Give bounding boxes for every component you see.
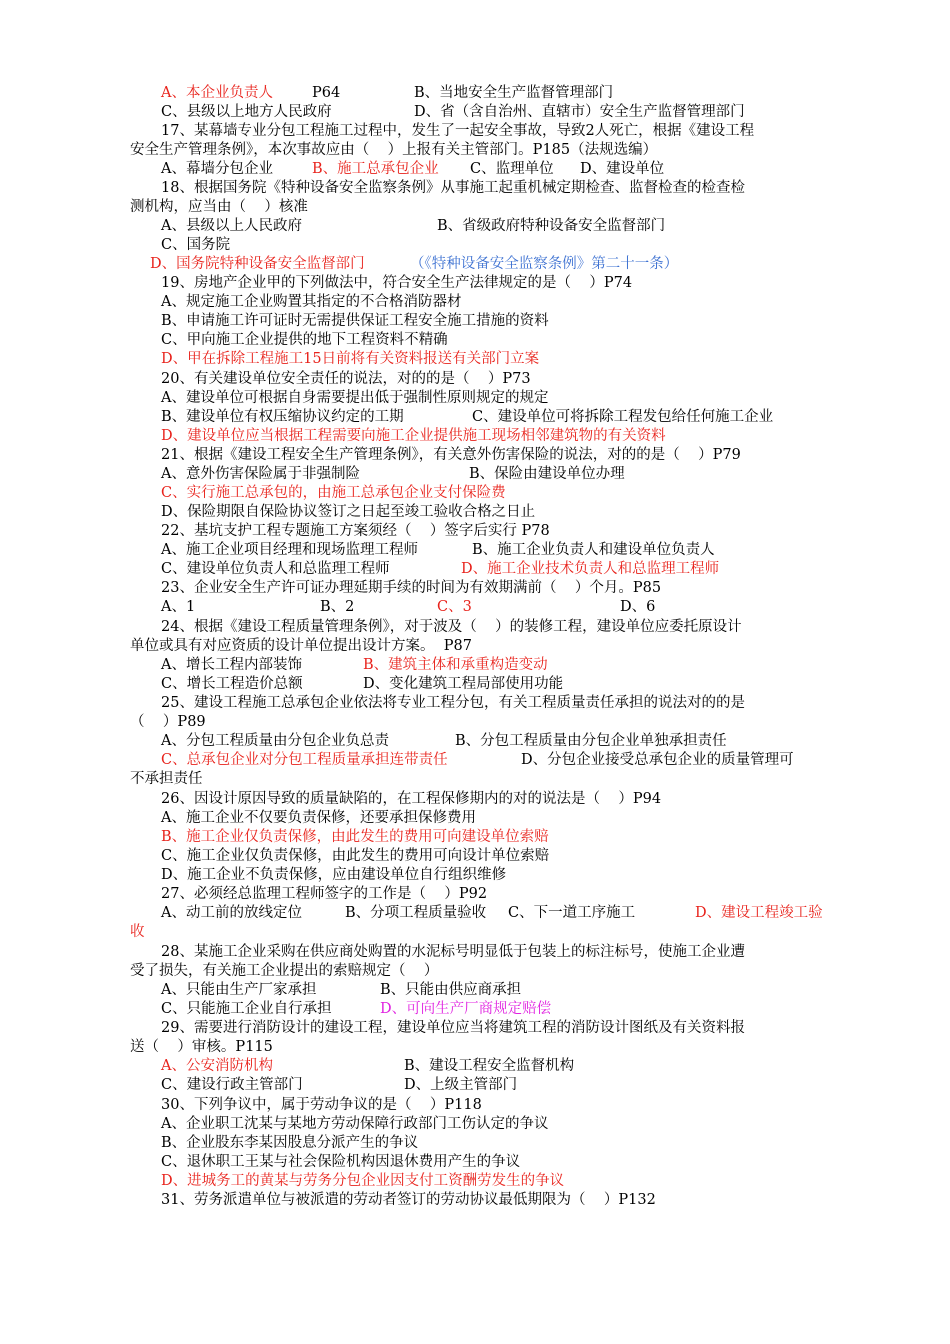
option-c: C、建设单位可将拆除工程发包给任何施工企业 — [472, 409, 774, 425]
question-25: 25、建设工程施工总承包企业依法将专业工程分包，有关工程质量责任承担的说法对的的是 — [161, 695, 745, 711]
option-d: D、6 — [620, 599, 656, 615]
option-a: A、只能由生产厂家承担 — [161, 982, 317, 998]
question-29-cont: 送（ ）审核。P115 — [130, 1039, 273, 1055]
question-29: 29、需要进行消防设计的建设工程，建设单位应当将建筑工程的消防设计图纸及有关资料报 — [161, 1020, 745, 1036]
option-b: B、省级政府特种设备安全监督部门 — [437, 218, 666, 234]
option-c: C、甲向施工企业提供的地下工程资料不精确 — [161, 332, 448, 348]
question-28-cont: 受了损失，有关施工企业提出的索赔规定（ ） — [130, 963, 439, 979]
option-a: A、规定施工企业购置其指定的不合格消防器材 — [161, 294, 462, 310]
option-a: A、增长工程内部装饰 — [161, 657, 302, 673]
option-c: C、国务院 — [161, 237, 231, 253]
option-b: B、申请施工许可证时无需提供保证工程安全施工措施的资料 — [161, 313, 549, 329]
question-18-cont: 测机构，应当由（ ）核准 — [130, 199, 308, 215]
question-19: 19、房地产企业甲的下列做法中，符合安全生产法律规定的是（ ）P74 — [161, 275, 633, 291]
option-d: D、省（含自治州、直辖市）安全生产监督管理部门 — [414, 104, 745, 120]
option-a: A、建设单位可根据自身需要提出低于强制性原则规定的规定 — [161, 390, 549, 406]
option-a: A、幕墙分包企业 — [161, 161, 273, 177]
option-a: A、企业职工沈某与某地方劳动保障行政部门工伤认定的争议 — [161, 1116, 549, 1132]
option-d-answer: D、建设工程竣工验 — [695, 905, 823, 921]
option-a: A、县级以上人民政府 — [161, 218, 302, 234]
option-c-answer: C、3 — [437, 599, 472, 615]
option-d-answer: D、国务院特种设备安全监督部门 — [150, 256, 365, 272]
option-d-answer: D、建设单位应当根据工程需要向施工企业提供施工现场相邻建筑物的有关资料 — [161, 428, 666, 444]
option-a: A、分包工程质量由分包企业负总责 — [161, 733, 389, 749]
option-a-answer: A、本企业负责人 — [161, 85, 273, 101]
option-c-answer: C、总承包企业对分包工程质量承担连带责任 — [161, 752, 448, 768]
question-24: 24、根据《建设工程质量管理条例》，对于波及（ ）的装修工程，建设单位应委托原设计 — [161, 619, 742, 635]
option-a: A、意外伤害保险属于非强制险 — [161, 466, 360, 482]
option-c: C、县级以上地方人民政府 — [161, 104, 332, 120]
page-ref: P64 — [312, 85, 341, 101]
option-b: B、分项工程质量验收 — [345, 905, 487, 921]
option-d: D、施工企业不负责保修，应由建设单位自行组织维修 — [161, 867, 507, 883]
reference-note: （《特种设备安全监察条例》第二十一条） — [410, 256, 679, 272]
question-18: 18、根据国务院《特种设备安全监察条例》从事施工起重机械定期检查、监督检查的检查检 — [161, 180, 745, 196]
option-b: B、当地安全生产监督管理部门 — [414, 85, 614, 101]
question-17: 17、某幕墙专业分包工程施工过程中，发生了一起安全事故，导致2人死亡，根据《建设工程 — [161, 123, 755, 139]
option-d-cont: 不承担责任 — [130, 771, 203, 787]
question-21: 21、根据《建设工程安全生产管理条例》，有关意外伤害保险的说法，对的的是（ ）P79 — [161, 447, 741, 463]
option-d: D、分包企业接受总承包企业的质量管理可 — [521, 752, 794, 768]
option-d-answer: D、可向生产厂商规定赔偿 — [380, 1001, 552, 1017]
question-23: 23、企业安全生产许可证办理延期手续的时间为有效期满前（ ）个月。P85 — [161, 580, 662, 596]
option-b: B、施工企业负责人和建设单位负责人 — [472, 542, 715, 558]
option-d-answer-cont: 收 — [130, 924, 145, 940]
option-b: B、保险由建设单位办理 — [469, 466, 625, 482]
option-d: D、上级主管部门 — [404, 1077, 518, 1093]
question-20: 20、有关建设单位安全责任的说法，对的的是（ ）P73 — [161, 371, 531, 387]
option-b-answer: B、施工总承包企业 — [312, 161, 439, 177]
question-27: 27、必须经总监理工程师签字的工作是（ ）P92 — [161, 886, 488, 902]
option-b: B、建设单位有权压缩协议约定的工期 — [161, 409, 404, 425]
question-24-cont: 单位或具有对应资质的设计单位提出设计方案。 P87 — [130, 638, 472, 654]
question-28: 28、某施工企业采购在供应商处购置的水泥标号明显低于包装上的标注标号，使施工企业遭 — [161, 944, 745, 960]
question-30: 30、下列争议中，属于劳动争议的是（ ）P118 — [161, 1097, 482, 1113]
option-c-answer: C、实行施工总承包的，由施工总承包企业支付保险费 — [161, 485, 506, 501]
option-b: B、只能由供应商承担 — [380, 982, 522, 998]
option-a: A、施工企业项目经理和现场监理工程师 — [161, 542, 418, 558]
option-a-answer: A、公安消防机构 — [161, 1058, 273, 1074]
question-25-cont: （ ）P89 — [130, 714, 206, 730]
option-d-answer: D、甲在拆除工程施工15日前将有关资料报送有关部门立案 — [161, 351, 540, 367]
option-d-answer: D、进城务工的黄某与劳务分包企业因支付工资酬劳发生的争议 — [161, 1173, 565, 1189]
option-d-answer: D、施工企业技术负责人和总监理工程师 — [461, 561, 720, 577]
option-a: A、动工前的放线定位 — [161, 905, 302, 921]
option-c: C、只能施工企业自行承担 — [161, 1001, 332, 1017]
option-c: C、退休职工王某与社会保险机构因退休费用产生的争议 — [161, 1154, 521, 1170]
option-c: C、建设行政主管部门 — [161, 1077, 303, 1093]
question-26: 26、因设计原因导致的质量缺陷的，在工程保修期内的对的说法是（ ）P94 — [161, 791, 662, 807]
option-a: A、施工企业不仅要负责保修，还要承担保修费用 — [161, 810, 476, 826]
option-c: C、增长工程造价总额 — [161, 676, 303, 692]
option-d: D、变化建筑工程局部使用功能 — [363, 676, 564, 692]
option-b-answer: B、施工企业仅负责保修，由此发生的费用可向建设单位索赔 — [161, 829, 549, 845]
option-c: C、下一道工序施工 — [508, 905, 636, 921]
question-22: 22、基坑支护工程专题施工方案须经（ ）签字后实行 P78 — [161, 523, 550, 539]
option-d: D、保险期限自保险协议签订之日起至竣工验收合格之日止 — [161, 504, 536, 520]
option-b-answer: B、建筑主体和承重构造变动 — [363, 657, 548, 673]
option-b: B、企业股东李某因股息分派产生的争议 — [161, 1135, 419, 1151]
option-c: C、建设单位负责人和总监理工程师 — [161, 561, 390, 577]
option-b: B、分包工程质量由分包企业单独承担责任 — [455, 733, 727, 749]
question-31: 31、劳务派遣单位与被派遣的劳动者签订的劳动协议最低期限为（ ）P132 — [161, 1192, 656, 1208]
option-b: B、建设工程安全监督机构 — [404, 1058, 575, 1074]
option-b: B、2 — [320, 599, 355, 615]
option-a: A、1 — [161, 599, 196, 615]
option-d: D、建设单位 — [580, 161, 665, 177]
question-17-cont: 安全生产管理条例》，本次事故应由（ ）上报有关主管部门。P185（法规选编） — [130, 142, 658, 158]
option-c: C、施工企业仅负责保修，由此发生的费用可向设计单位索赔 — [161, 848, 550, 864]
option-c: C、监理单位 — [470, 161, 554, 177]
